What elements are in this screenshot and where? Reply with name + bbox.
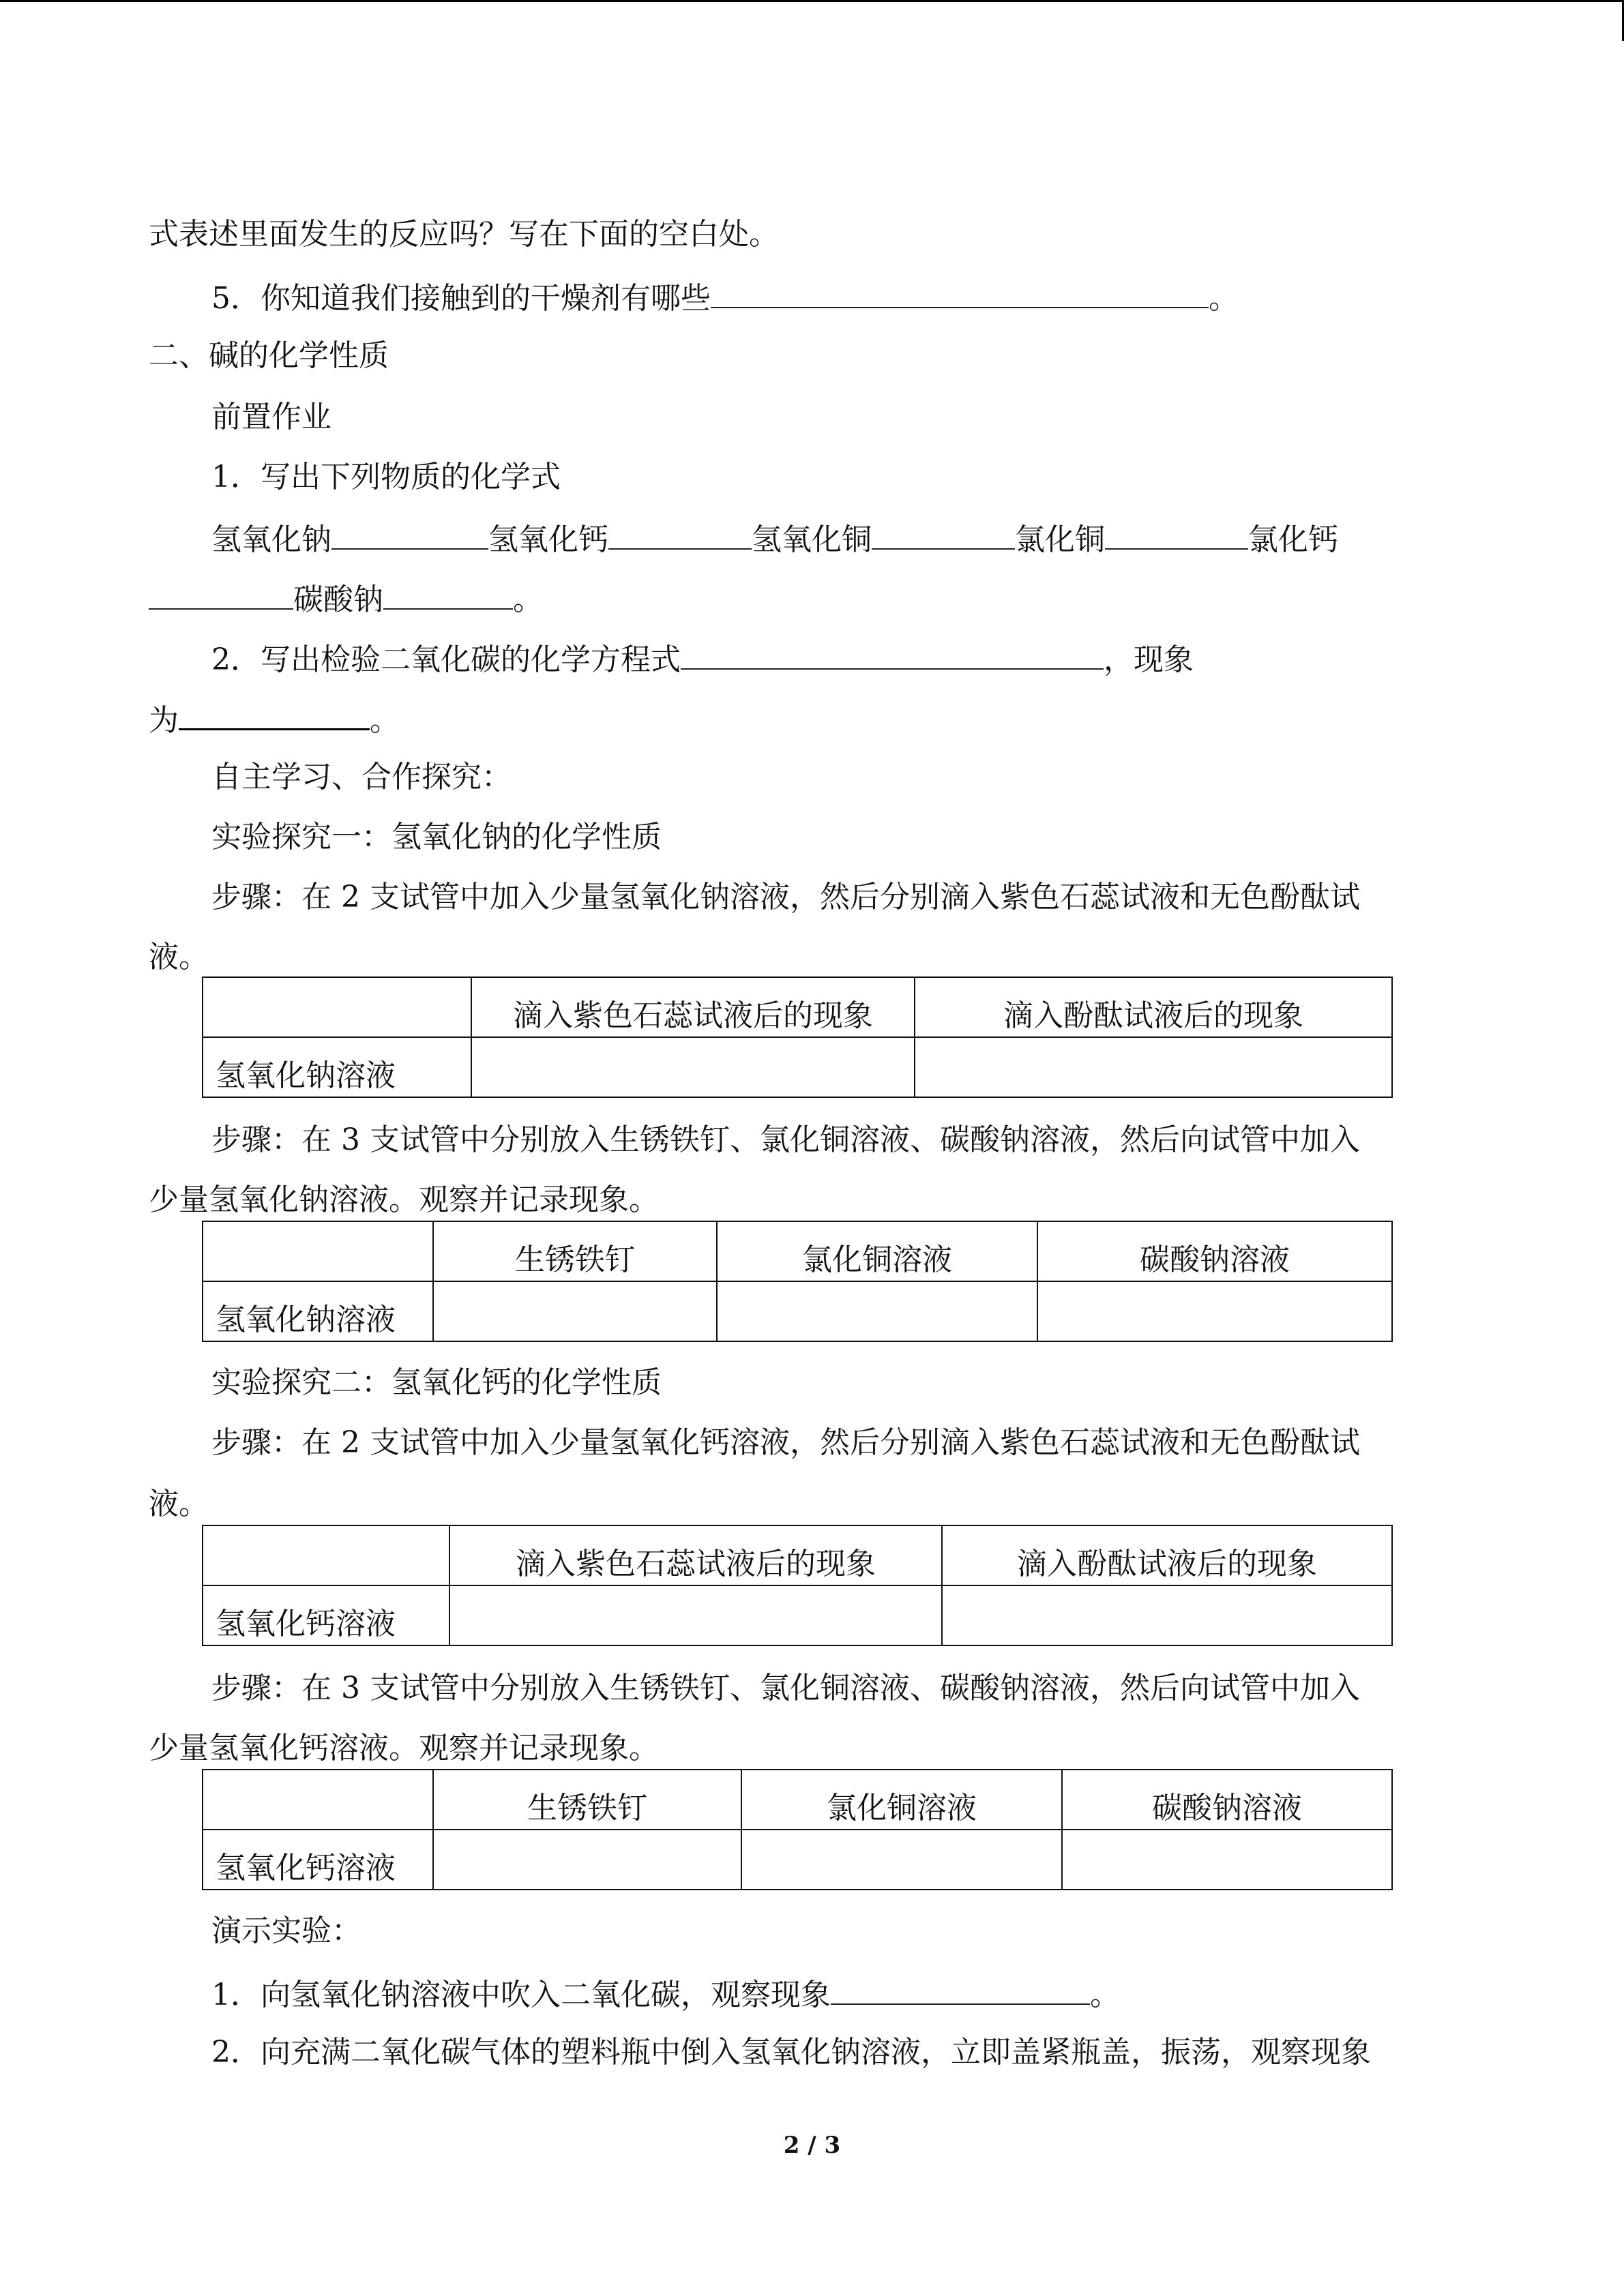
- table-cell[interactable]: [717, 1281, 1037, 1341]
- table-cell[interactable]: [915, 1037, 1392, 1097]
- observation-table: [202, 1221, 1393, 1342]
- table-cell[interactable]: [433, 1830, 741, 1890]
- line-text: 。: [1090, 1978, 1120, 2012]
- question-2-cont: [149, 697, 400, 741]
- line-text: 液。: [149, 1487, 209, 1521]
- demo-question-1: [211, 1972, 1120, 2016]
- line-text: 氢氧化钙: [488, 522, 608, 557]
- line-text: 碳酸钠: [293, 582, 383, 617]
- line-text: 步骤：在 3 支试管中分别放入生锈铁钉、氯化铜溶液、碳酸钠溶液，然后向试管中加入: [211, 1122, 1360, 1157]
- line-text: 氢氧化铜: [752, 522, 872, 557]
- table-header: 碳酸钠溶液: [1037, 1221, 1392, 1281]
- table-cell[interactable]: [1062, 1830, 1392, 1890]
- line-text: 。: [370, 703, 400, 738]
- line-text: 少量氢氧化钙溶液。观察并记录现象。: [149, 1731, 659, 1765]
- step-text: [211, 877, 1360, 918]
- table-header: 滴入酚酞试液后的现象: [942, 1525, 1392, 1585]
- table-header: 滴入酚酞试液后的现象: [915, 977, 1392, 1037]
- table-header: 滴入紫色石蕊试液后的现象: [471, 977, 915, 1037]
- line-text: 二、碱的化学性质: [149, 338, 389, 373]
- table-cell[interactable]: [203, 1770, 433, 1830]
- step-text: [149, 937, 209, 978]
- question-1: [211, 457, 561, 498]
- observation-table: [202, 1769, 1393, 1890]
- experiment-heading: [211, 1362, 662, 1403]
- table-cell[interactable]: [203, 977, 471, 1037]
- table-header: 碳酸钠溶液: [1062, 1770, 1392, 1830]
- line-text: 氯化铜: [1015, 522, 1105, 557]
- observation-table: [202, 976, 1393, 1098]
- table-row-label: 氢氧化钙溶液: [203, 1830, 433, 1890]
- line-text: 。: [1209, 281, 1239, 316]
- formula-line: [149, 577, 543, 621]
- line-text: 。: [513, 582, 543, 617]
- line-text: 1．写出下列物质的化学式: [211, 460, 561, 494]
- line-text: 氯化钙: [1248, 522, 1338, 557]
- table-header: 氯化铜溶液: [717, 1221, 1037, 1281]
- step-text: [149, 1728, 659, 1769]
- demo-question-2: [211, 2032, 1371, 2073]
- table-cell[interactable]: [433, 1281, 717, 1341]
- line-text: 液。: [149, 940, 209, 974]
- observation-table: [202, 1525, 1393, 1646]
- table-cell[interactable]: [741, 1830, 1062, 1890]
- line-text: 氢氧化钠: [211, 522, 331, 557]
- answer-blank[interactable]: [331, 517, 488, 550]
- question-2: [211, 637, 1194, 681]
- line-text: 1．向氢氧化钠溶液中吹入二氧化碳，观察现象: [211, 1978, 831, 2012]
- line-text: 实验探究一：氢氧化钠的化学性质: [211, 820, 662, 854]
- line-text: 2．向充满二氧化碳气体的塑料瓶中倒入氢氧化钠溶液，立即盖紧瓶盖，振荡，观察现象: [211, 2035, 1371, 2070]
- step-text: [211, 1120, 1360, 1161]
- line-text: 步骤：在 3 支试管中分别放入生锈铁钉、氯化铜溶液、碳酸钠溶液，然后向试管中加入: [211, 1671, 1360, 1705]
- table-cell[interactable]: [1037, 1281, 1392, 1341]
- line-text: 步骤：在 2 支试管中加入少量氢氧化钙溶液，然后分别滴入紫色石蕊试液和无色酚酞试: [211, 1425, 1360, 1460]
- table-cell[interactable]: [449, 1585, 942, 1645]
- answer-blank[interactable]: [681, 637, 1104, 670]
- table-header: 生锈铁钉: [433, 1221, 717, 1281]
- page-number: 2 / 3: [783, 2132, 841, 2159]
- sub-heading: [211, 397, 331, 438]
- sub-heading: [211, 1911, 361, 1952]
- answer-blank[interactable]: [383, 577, 513, 610]
- answer-blank[interactable]: [179, 697, 370, 730]
- line-text: 自主学习、合作探究：: [211, 760, 512, 794]
- sub-heading: [211, 757, 512, 798]
- line-text: 2．写出检验二氧化碳的化学方程式: [211, 642, 681, 677]
- page-top-rule: [0, 0, 1624, 2]
- experiment-heading: [211, 817, 662, 858]
- text-line: [149, 214, 779, 255]
- table-header: 生锈铁钉: [433, 1770, 741, 1830]
- answer-blank[interactable]: [608, 517, 752, 550]
- answer-blank[interactable]: [872, 517, 1015, 550]
- answer-blank[interactable]: [711, 275, 1209, 308]
- step-text: [211, 1668, 1360, 1709]
- table-row-label: 氢氧化钠溶液: [203, 1281, 433, 1341]
- line-text: 实验探究二：氢氧化钙的化学性质: [211, 1365, 662, 1400]
- table-cell[interactable]: [471, 1037, 915, 1097]
- table-header: 滴入紫色石蕊试液后的现象: [449, 1525, 942, 1585]
- step-text: [211, 1422, 1360, 1463]
- line-text: 式表述里面发生的反应吗？写在下面的空白处。: [149, 217, 779, 252]
- line-text: 前置作业: [211, 400, 331, 434]
- table-row-label: 氢氧化钙溶液: [203, 1585, 449, 1645]
- step-text: [149, 1484, 209, 1525]
- table-cell[interactable]: [203, 1525, 449, 1585]
- table-header: 氯化铜溶液: [741, 1770, 1062, 1830]
- line-text: 少量氢氧化钠溶液。观察并记录现象。: [149, 1182, 659, 1217]
- formula-line: [211, 517, 1338, 561]
- table-cell[interactable]: [203, 1221, 433, 1281]
- line-text: ，现象: [1104, 642, 1194, 677]
- answer-blank[interactable]: [149, 577, 293, 610]
- line-text: 步骤：在 2 支试管中加入少量氢氧化钠溶液，然后分别滴入紫色石蕊试液和无色酚酞试: [211, 880, 1360, 914]
- answer-blank[interactable]: [831, 1972, 1090, 2005]
- answer-blank[interactable]: [1105, 517, 1248, 550]
- line-text: 演示实验：: [211, 1913, 361, 1948]
- step-text: [149, 1180, 659, 1221]
- section-heading: [149, 336, 389, 376]
- question-5: [211, 275, 1239, 319]
- table-cell[interactable]: [942, 1585, 1392, 1645]
- line-text: 为: [149, 703, 179, 738]
- table-row-label: 氢氧化钠溶液: [203, 1037, 471, 1097]
- line-text: 5．你知道我们接触到的干燥剂有哪些: [211, 281, 711, 316]
